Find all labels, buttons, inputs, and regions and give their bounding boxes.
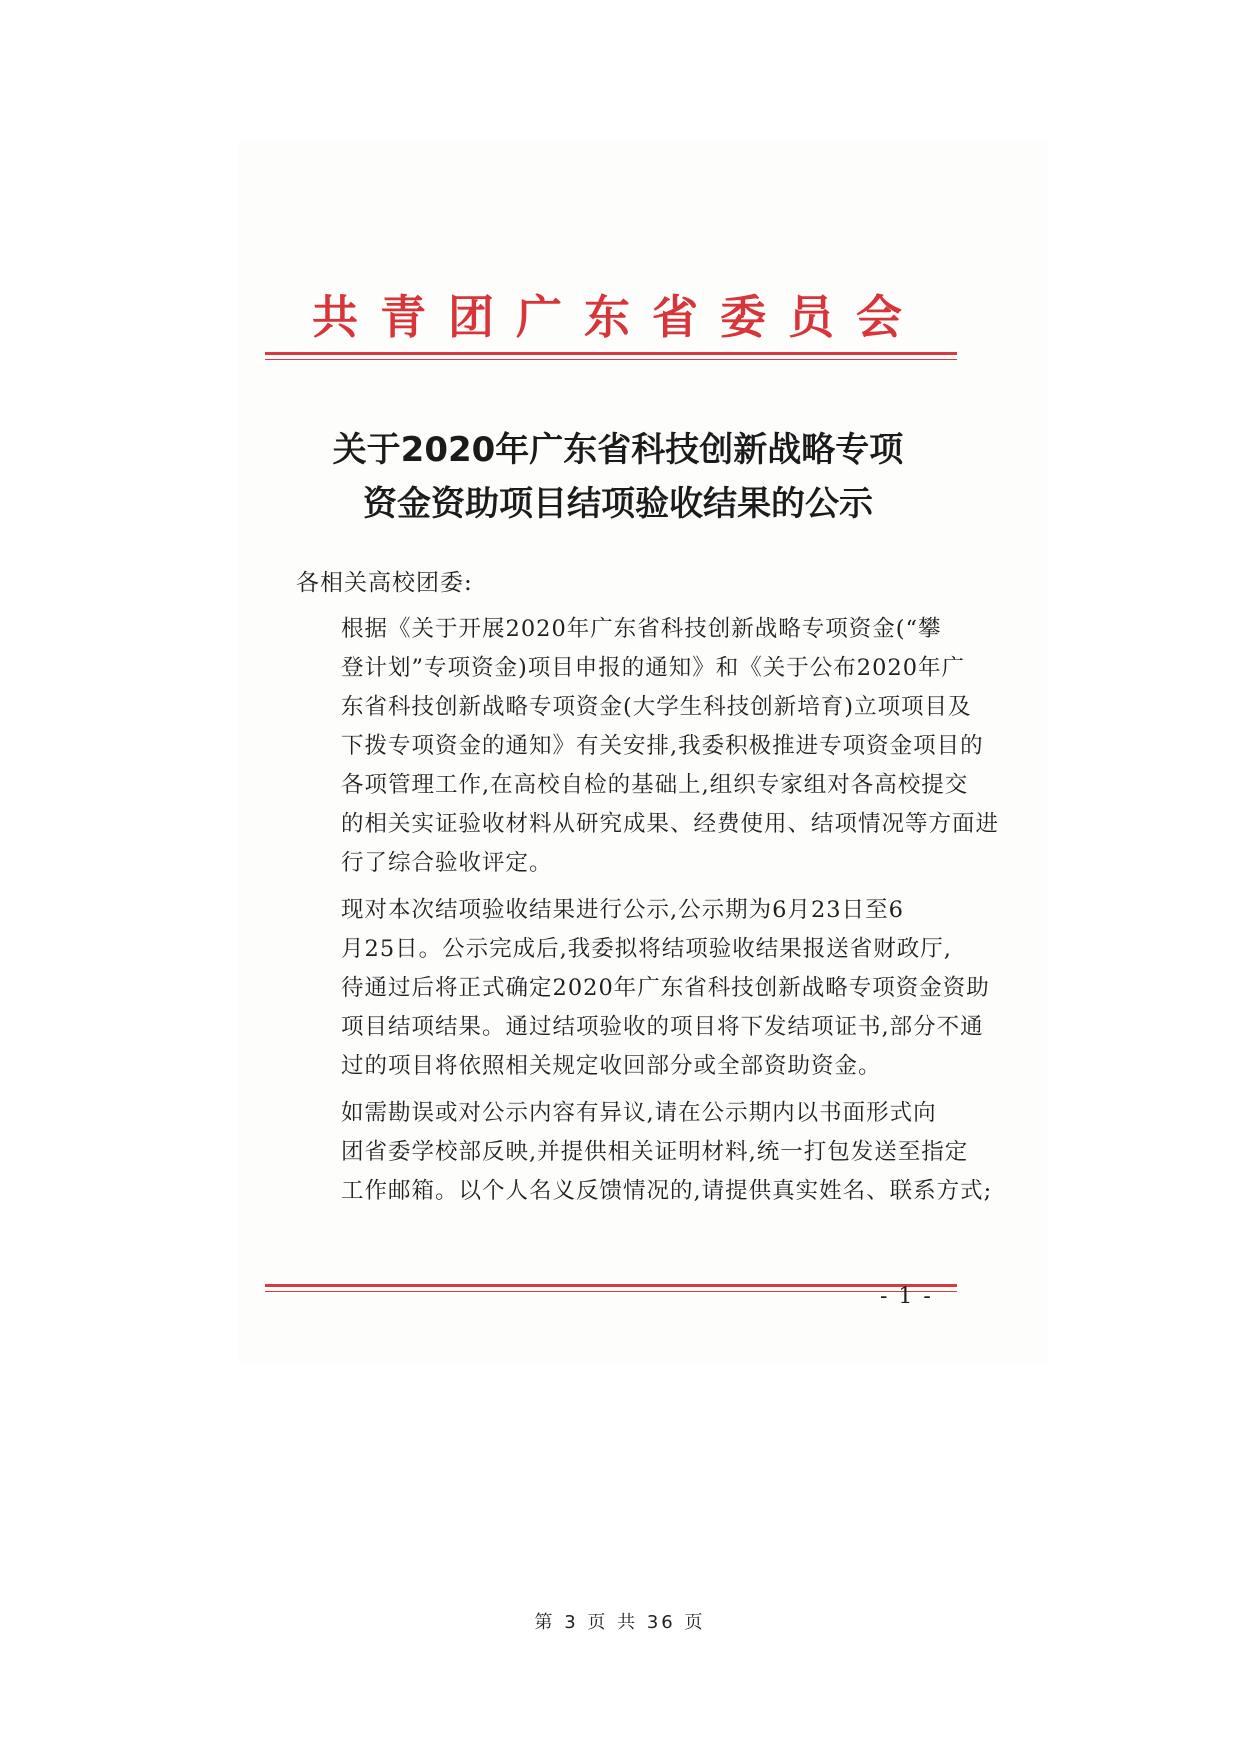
red-rule-thin <box>265 359 957 360</box>
paragraph-line: 下拨专项资金的通知》有关安排,我委积极推进专项资金项目的 <box>341 733 984 759</box>
red-rule-thin <box>265 1291 957 1292</box>
paragraph-line: 项目结项结果。通过结项验收的项目将下发结项证书,部分不通 <box>341 1014 984 1040</box>
paragraph-line: 登计划”专项资金)项目申报的通知》和《关于公布2020年广 <box>341 655 966 681</box>
document-title-line: 关于2020年广东省科技创新战略专项 <box>332 430 904 470</box>
body-paragraph <box>296 1094 993 1211</box>
paragraph-line: 根据《关于开展2020年广东省科技创新战略专项资金(“攀 <box>341 616 942 642</box>
paragraph-line: 月25日。公示完成后,我委拟将结项验收结果报送省财政厅, <box>341 936 952 962</box>
paragraph-line: 行了综合验收评定。 <box>341 850 553 876</box>
document-page-number: - 1 - <box>880 1284 933 1309</box>
salutation: 各相关高校团委: <box>296 570 473 596</box>
red-rule-thick <box>265 352 957 355</box>
document-title <box>268 423 968 531</box>
paragraph-line: 的相关实证验收材料从研究成果、经费使用、结项情况等方面进 <box>341 811 1000 837</box>
letterhead-red-rule <box>265 352 957 360</box>
document-title-line: 资金资助项目结项验收结果的公示 <box>363 484 873 524</box>
letterhead-org-name: 共青团广东省委员会 <box>312 290 924 344</box>
footer-red-rule <box>265 1284 957 1292</box>
document-body <box>296 610 1000 1219</box>
red-rule-thick <box>265 1284 957 1287</box>
paragraph-line: 各项管理工作,在高校自检的基础上,组织专家组对各高校提交 <box>341 772 969 798</box>
paragraph-line: 如需勘误或对公示内容有异议,请在公示期内以书面形式向 <box>341 1100 937 1126</box>
pdf-page-counter: 第 3 页 共 36 页 <box>534 1612 706 1633</box>
body-paragraph <box>296 891 990 1086</box>
paragraph-line: 现对本次结项验收结果进行公示,公示期为6月23日至6 <box>341 897 904 923</box>
paragraph-line: 东省科技创新战略专项资金(大学生科技创新培育)立项项目及 <box>341 694 972 720</box>
paragraph-line: 过的项目将依照相关规定收回部分或全部资助资金。 <box>341 1053 882 1079</box>
paragraph-line: 团省委学校部反映,并提供相关证明材料,统一打包发送至指定 <box>341 1139 969 1165</box>
body-paragraph <box>296 610 1000 883</box>
paragraph-line: 工作邮箱。以个人名义反馈情况的,请提供真实姓名、联系方式; <box>341 1178 993 1204</box>
paragraph-line: 待通过后将正式确定2020年广东省科技创新战略专项资金资助 <box>341 975 990 1001</box>
